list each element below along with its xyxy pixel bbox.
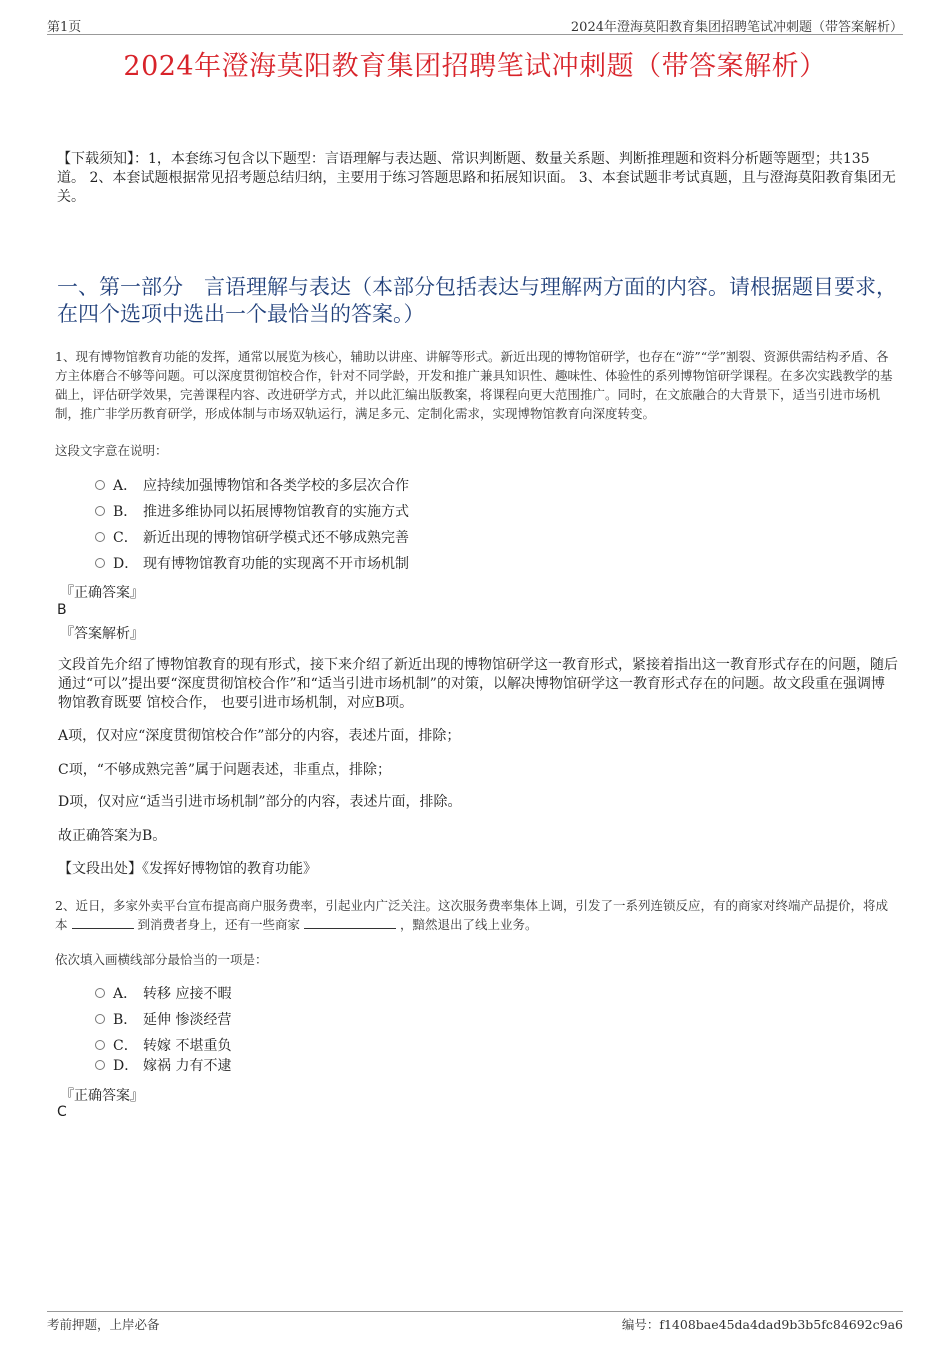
page-header	[47, 14, 903, 35]
question-1-stem: 1、现有博物馆教育功能的发挥，通常以展览为核心，辅助以讲座、讲解等形式。新近出现的博物馆研学，也存在“游”“学”割裂、资源供需结构矛盾、各方主体磨合不够等问题。可以深度贯彻馆校合作，针对不同学龄，开发和推广兼具知识性、趣味性、体验性的系列博物馆研学课程。在多次实践教学的基础上，评估研学效果，完善课程内容、改进研学方式，并以此汇编出版教案，将课程向更大范围推广。同时，在文旅融合的大背景下，适当引进市场机制，推广非学历教育研学，形成体制与市场双轨运行，满足多元、定制化需求，实现博物馆教育向深度转变。	[55, 349, 893, 421]
q1-analysis-conclusion: 故正确答案为B。	[58, 828, 167, 844]
q1-option-a[interactable]: A． 应持续加强博物馆和各类学校的多层次合作	[95, 476, 409, 496]
q1-analysis-label: 『答案解析』	[60, 626, 144, 642]
page-number: 第1页	[47, 20, 82, 35]
q1-analysis-c: C项，“不够成熟完善”属于问题表述，非重点，排除；	[58, 762, 392, 778]
download-notice: 【下载须知】：1，本套练习包含以下题型：言语理解与表达题、常识判断题、数量关系题、判断推理题和资料分析题等题型；共135道。 2、本套试题根据常见招考题总结归纳，主要用于练习答题思路和拓展知识面。 3、本套试题非考试真题，且与澄海莫阳教育集团无关。	[57, 151, 896, 205]
footer-slogan: 考前押题，上岸必备	[47, 1317, 160, 1332]
page-footer	[47, 1311, 903, 1332]
q1-option-d[interactable]: D． 现有博物馆教育功能的实现离不开市场机制	[95, 554, 409, 574]
q1-option-c[interactable]: C． 新近出现的博物馆研学模式还不够成熟完善	[95, 528, 409, 548]
radio-icon[interactable]	[95, 480, 105, 490]
header-doc-title: 2024年澄海莫阳教育集团招聘笔试冲刺题（带答案解析）	[570, 20, 903, 35]
radio-icon[interactable]	[95, 1060, 105, 1070]
q2-option-d[interactable]: D． 嫁祸 力有不逮	[95, 1056, 231, 1076]
question-1-prompt: 这段文字意在说明：	[55, 443, 168, 458]
q1-answer-label: 『正确答案』	[60, 585, 144, 601]
blank-2	[304, 916, 396, 929]
q2-option-b[interactable]: B． 延伸 惨淡经营	[95, 1010, 231, 1030]
radio-icon[interactable]	[95, 1014, 105, 1024]
blank-1	[72, 916, 134, 929]
q1-option-b[interactable]: B． 推进多维协同以拓展博物馆教育的实施方式	[95, 502, 409, 522]
q1-analysis-main: 文段首先介绍了博物馆教育的现有形式，接下来介绍了新近出现的博物馆研学这一教育形式，紧接着指出这一教育形式存在的问题，随后通过“可以”提出要“深度贯彻馆校合作”和“适当引进市场机制”的对策，以解决博物馆研学这一教育形式存在的问题。故文段重在强调博物馆教育既要 馆校合作， 也要引进市场机制，对应B项。	[58, 657, 898, 711]
q1-analysis-d: D项，仅对应“适当引进市场机制”部分的内容，表述片面，排除。	[58, 794, 462, 810]
radio-icon[interactable]	[95, 506, 105, 516]
q2-option-a[interactable]: A． 转移 应接不暇	[95, 984, 231, 1004]
q1-analysis-a: A项，仅对应“深度贯彻馆校合作”部分的内容，表述片面，排除；	[58, 728, 461, 744]
q1-answer: B	[57, 602, 67, 618]
question-2-prompt: 依次填入画横线部分最恰当的一项是：	[55, 952, 268, 967]
section-title: 一、第一部分 言语理解与表达（本部分包括表达与理解两方面的内容。请根据题目要求，在四个选项中选出一个最恰当的答案。）	[57, 275, 897, 326]
document-title: 2024年澄海莫阳教育集团招聘笔试冲刺题（带答案解析）	[123, 51, 827, 82]
radio-icon[interactable]	[95, 532, 105, 542]
radio-icon[interactable]	[95, 558, 105, 568]
radio-icon[interactable]	[95, 1040, 105, 1050]
q2-answer-label: 『正确答案』	[60, 1088, 144, 1104]
question-2-stem: 2、近日，多家外卖平台宣布提高商户服务费率，引起业内广泛关注。这次服务费率集体上调，引发了一系列连锁反应，有的商家对终端产品提价，将成本 到消费者身上，还有一些商家 ，黯然退出了线上业务。	[55, 898, 888, 932]
q2-option-c[interactable]: C． 转嫁 不堪重负	[95, 1036, 231, 1056]
q2-answer: C	[57, 1104, 67, 1120]
radio-icon[interactable]	[95, 988, 105, 998]
q1-source: 【文段出处】《发挥好博物馆的教育功能》	[58, 861, 317, 877]
footer-serial: 编号：f1408bae45da4dad9b3b5fc84692c9a6	[621, 1317, 903, 1332]
